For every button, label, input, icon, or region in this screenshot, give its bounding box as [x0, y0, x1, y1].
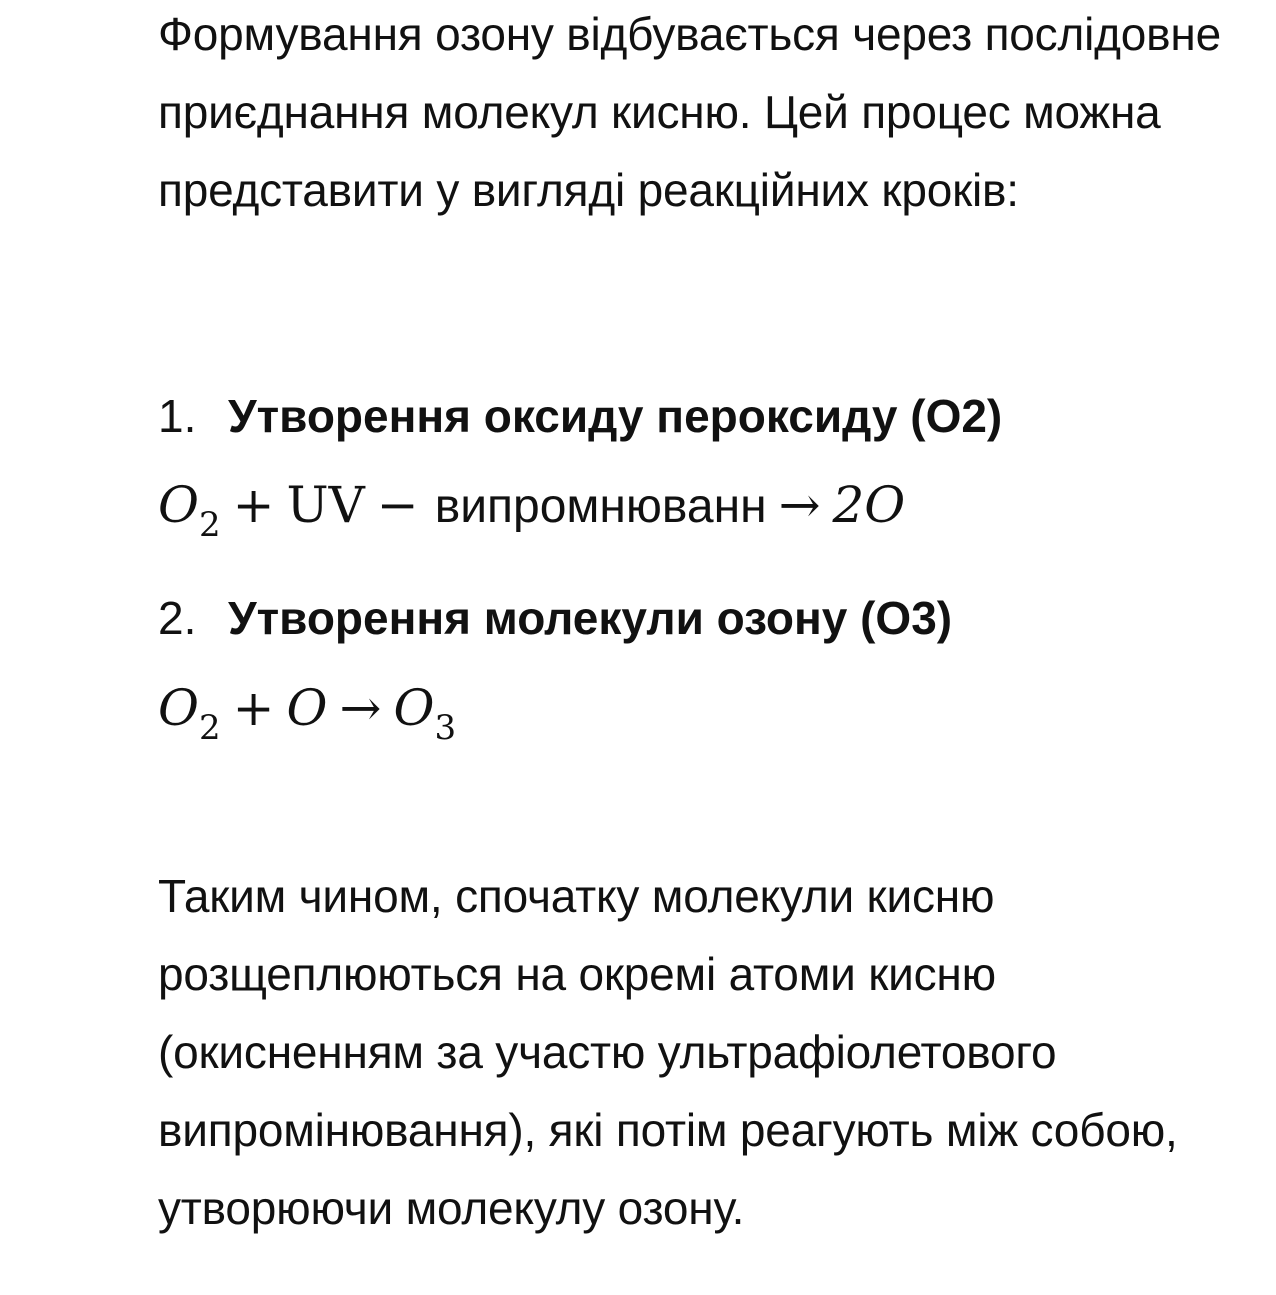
intro-paragraph: Формування озону відбувається через послідовне приєднання молекул кисню. Цей процес можна представити у вигляді реакційних кроків: — [158, 8, 1221, 216]
eq2-rhs-var: O — [393, 679, 435, 737]
eq1-lhs-sub: 2 — [199, 505, 221, 545]
eq1-arrow: → — [778, 476, 821, 534]
step-1-heading — [158, 386, 1002, 446]
eq1-minus: − — [376, 476, 419, 534]
eq2-arrow: → — [339, 679, 382, 737]
eq2-mid-var: O — [286, 679, 328, 737]
step-2-heading — [158, 588, 952, 648]
eq1-plus: + — [232, 476, 275, 534]
eq1-lhs-var: O — [158, 476, 199, 534]
conclusion-paragraph: Таким чином, спочатку молекули кисню розщеплюються на окремі атоми кисню (окисненням за участю ультрафіолетового випромінювання), які потім реагують між собою, утворюючи молекулу озону. — [158, 870, 1178, 1234]
step-1-number: 1. — [158, 390, 197, 442]
step-2-title: Утворення молекули озону (O3) — [228, 592, 953, 644]
eq2-rhs-sub: 3 — [434, 708, 457, 748]
step-2-number: 2. — [158, 592, 197, 644]
equation-2 — [158, 673, 457, 748]
eq1-uv: UV — [286, 476, 365, 534]
eq1-rhs: 2O — [832, 476, 906, 534]
eq2-lhs-sub: 2 — [199, 708, 221, 748]
eq2-plus: + — [232, 679, 275, 737]
step-1-title: Утворення оксиду пероксиду (O2) — [228, 390, 1003, 442]
eq2-lhs-var: O — [158, 679, 199, 737]
equation-1 — [158, 470, 906, 545]
eq1-word: випромнюванн — [434, 480, 767, 533]
